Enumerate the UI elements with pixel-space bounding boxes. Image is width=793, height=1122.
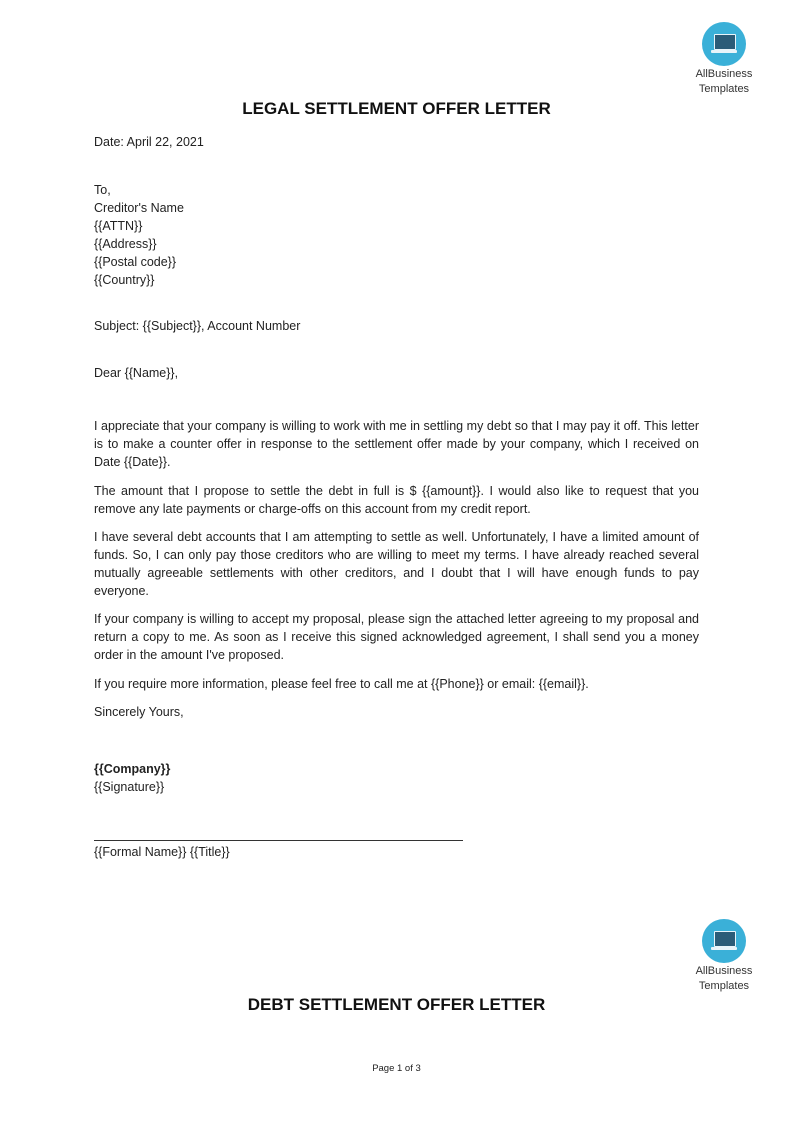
paragraph-3: I have several debt accounts that I am attempting to settle as well. Unfortunately, I have a limited amount of funds. So, I can only pay those creditors who are willing to meet my terms. I have already reached several mutually agreeable settlements with other creditors, and I doubt that I will have enough funds to pay everyone.	[94, 530, 699, 598]
paragraph-4: If your company is willing to accept my proposal, please sign the attached letter agreeing to my proposal and return a copy to me. As soon as I receive this signed acknowledged agreement, I shall send you a money order in the amount I've proposed.	[94, 612, 699, 662]
formal-name: {{Formal Name}} {{Title}}	[94, 845, 230, 859]
logo-bottom	[684, 919, 764, 993]
page-footer: Page 1 of 3	[372, 1063, 421, 1074]
salutation: Dear {{Name}},	[94, 366, 179, 380]
paragraph-2: The amount that I propose to settle the debt in full is $ {{amount}}. I would also like to request that you remove any late payments or charge-offs on this account from my credit report.	[94, 484, 699, 516]
recipient-postal-code: {{Postal code}}	[94, 255, 177, 269]
company-name: {{Company}}	[94, 762, 171, 776]
recipient-to: To,	[94, 183, 111, 197]
date-line: Date: April 22, 2021	[94, 135, 204, 149]
page-title: LEGAL SETTLEMENT OFFER LETTER	[242, 99, 551, 118]
signature-placeholder: {{Signature}}	[94, 780, 165, 794]
paragraph-5: If you require more information, please feel free to call me at {{Phone}} or email: {{email}}.	[94, 677, 589, 691]
signature-line	[94, 840, 463, 841]
logo-brand-line2: Templates	[698, 83, 750, 95]
logo-brand-line1: AllBusiness	[695, 68, 753, 80]
paragraph-1: I appreciate that your company is willing to work with me in settling my debt so that I may pay it off. This letter is to make a counter offer in response to the settlement offer made by your company, which I received on Date {{Date}}.	[94, 419, 699, 469]
next-page-title: DEBT SETTLEMENT OFFER LETTER	[247, 995, 546, 1014]
laptop-icon	[702, 919, 746, 963]
closing: Sincerely Yours,	[94, 705, 184, 719]
laptop-icon	[702, 22, 746, 66]
logo-top	[684, 22, 764, 96]
recipient-address: {{Address}}	[94, 237, 157, 251]
subject-line: Subject: {{Subject}}, Account Number	[94, 319, 301, 333]
recipient-name: Creditor's Name	[94, 201, 184, 215]
logo-brand-line2: Templates	[698, 980, 750, 992]
recipient-attn: {{ATTN}}	[94, 219, 143, 233]
recipient-country: {{Country}}	[94, 273, 155, 287]
logo-brand-line1: AllBusiness	[695, 965, 753, 977]
